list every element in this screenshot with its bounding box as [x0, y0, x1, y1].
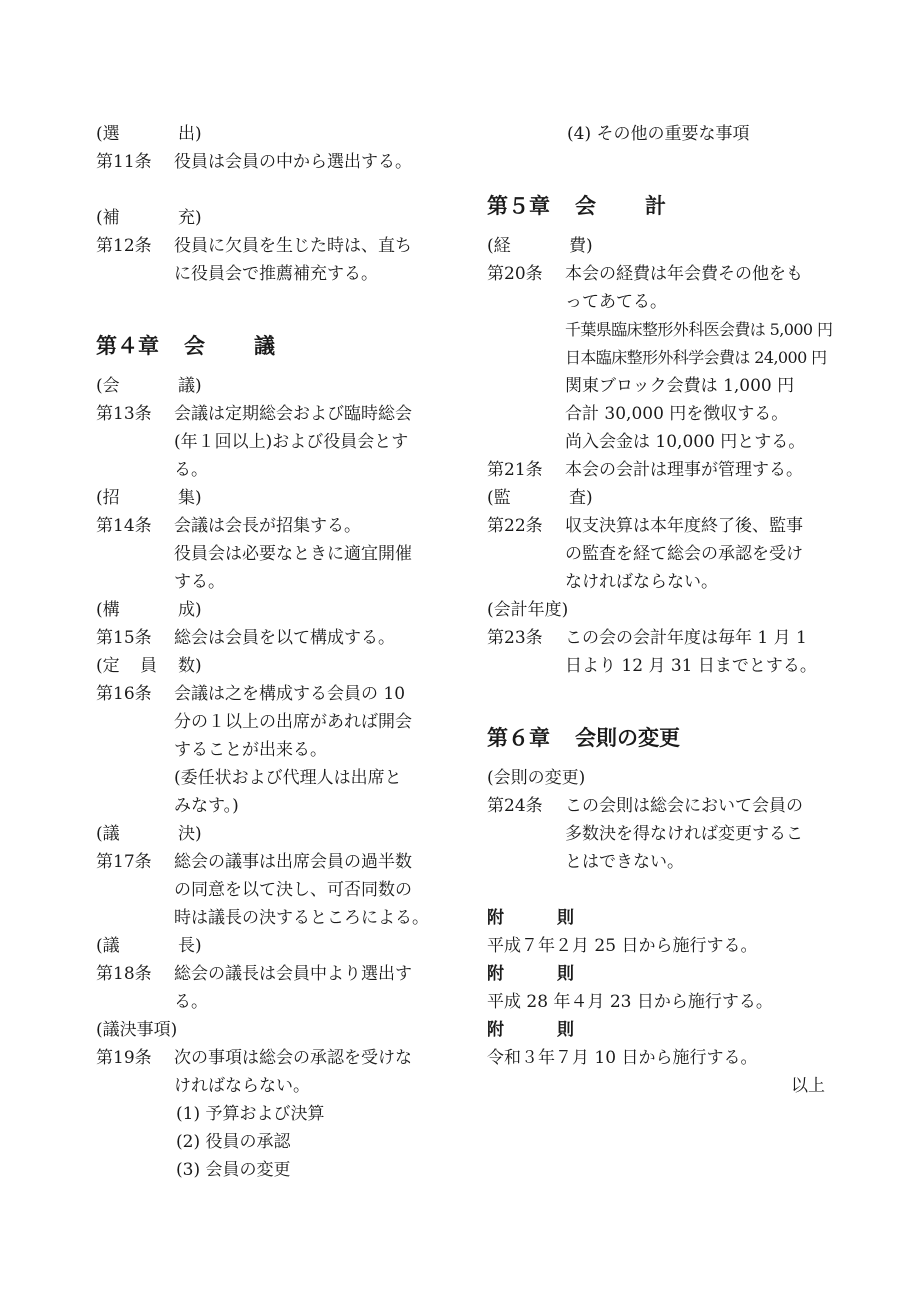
article-22-line-1: 収支決算は本年度終了後、監事 — [565, 516, 803, 536]
article-16-line-5: みなす。) — [174, 796, 239, 816]
article-22-line-3: なければならない。 — [565, 572, 718, 592]
end-mark: 以上 — [791, 1076, 825, 1096]
article-24-line-2: 多数決を得なければ変更するこ — [565, 824, 803, 844]
article-20-number: 第20条 — [487, 264, 543, 284]
caption-kaikei-nendo: (会計年度) — [487, 600, 569, 620]
supplementary-text-1: 平成７年２月 25 日から施行する。 — [487, 936, 758, 956]
article-19-line-2: ければならない。 — [174, 1076, 310, 1096]
article-19-item-4: (4) その他の重要な事項 — [567, 124, 750, 144]
article-19-number: 第19条 — [96, 1048, 152, 1068]
article-13-number: 第13条 — [96, 404, 152, 424]
article-22-line-2: の監査を経て総会の承認を受け — [565, 544, 803, 564]
article-20-line-4: 日本臨床整形外科学会費は 24,000 円 — [565, 348, 827, 367]
article-23-number: 第23条 — [487, 628, 543, 648]
article-16-line-2: 分の１以上の出席があれば開会 — [174, 712, 412, 732]
article-16-line-3: することが出来る。 — [174, 740, 327, 760]
article-19-item-1: (1) 予算および決算 — [176, 1104, 325, 1124]
article-18-number: 第18条 — [96, 964, 152, 984]
article-14-line-3: する。 — [174, 572, 225, 592]
caption-kaisoku-henko: (会則の変更) — [487, 768, 586, 788]
supplementary-text-3: 令和３年７月 10 日から施行する。 — [487, 1048, 758, 1068]
article-19-item-2: (2) 役員の承認 — [176, 1132, 291, 1152]
article-20-line-1: 本会の経費は年会費その他をも — [565, 264, 803, 284]
article-23-line-1: この会の会計年度は毎年 1 月 1 — [565, 628, 807, 648]
article-16-number: 第16条 — [96, 684, 152, 704]
article-15-text: 総会は会員を以て構成する。 — [174, 628, 395, 648]
article-20-line-6: 合計 30,000 円を徴収する。 — [565, 404, 789, 424]
article-24-line-1: この会則は総会において会員の — [565, 796, 803, 816]
article-20-line-2: ってあてる。 — [565, 292, 667, 312]
article-11-number: 第11条 — [96, 152, 152, 172]
article-17-line-2: の同意を以て決し、可否同数の — [174, 880, 412, 900]
article-13-line-1: 会議は定期総会および臨時総会 — [174, 404, 412, 424]
article-16-line-4: (委任状および代理人は出席と — [174, 768, 402, 788]
article-12-number: 第12条 — [96, 236, 152, 256]
article-17-line-1: 総会の議事は出席会員の過半数 — [174, 852, 412, 872]
article-20-line-5: 関東ブロック会費は 1,000 円 — [565, 376, 795, 396]
article-14-line-1: 会議は会長が招集する。 — [174, 516, 361, 536]
article-20-line-7: 尚入会金は 10,000 円とする。 — [565, 432, 806, 452]
article-24-line-3: とはできない。 — [565, 852, 684, 872]
article-13-line-3: る。 — [174, 460, 208, 480]
article-14-number: 第14条 — [96, 516, 152, 536]
article-14-line-2: 役員会は必要なときに適宜開催 — [174, 544, 412, 564]
article-24-number: 第24条 — [487, 796, 543, 816]
article-23-line-2: 日より 12 月 31 日までとする。 — [565, 656, 817, 676]
article-21-number: 第21条 — [487, 460, 543, 480]
article-19-item-3: (3) 会員の変更 — [176, 1160, 291, 1180]
article-13-line-2: (年１回以上)および役員会とす — [174, 432, 409, 452]
caption-giketsu-jiko: (議決事項) — [96, 1020, 178, 1040]
article-11-text: 役員は会員の中から選出する。 — [174, 152, 412, 172]
article-21-text: 本会の会計は理事が管理する。 — [565, 460, 803, 480]
article-22-number: 第22条 — [487, 516, 543, 536]
article-19-line-1: 次の事項は総会の承認を受けな — [174, 1048, 412, 1068]
article-18-line-2: る。 — [174, 992, 208, 1012]
article-17-number: 第17条 — [96, 852, 152, 872]
article-12-line-2: に役員会で推薦補充する。 — [174, 264, 378, 284]
supplementary-text-2: 平成 28 年４月 23 日から施行する。 — [487, 992, 773, 1012]
article-16-line-1: 会議は之を構成する会員の 10 — [174, 684, 406, 704]
article-12-line-1: 役員に欠員を生じた時は、直ち — [174, 236, 412, 256]
article-18-line-1: 総会の議長は会員中より選出す — [174, 964, 412, 984]
article-17-line-3: 時は議長の決するところによる。 — [174, 908, 429, 928]
article-15-number: 第15条 — [96, 628, 152, 648]
article-20-line-3: 千葉県臨床整形外科医会費は 5,000 円 — [565, 320, 833, 339]
